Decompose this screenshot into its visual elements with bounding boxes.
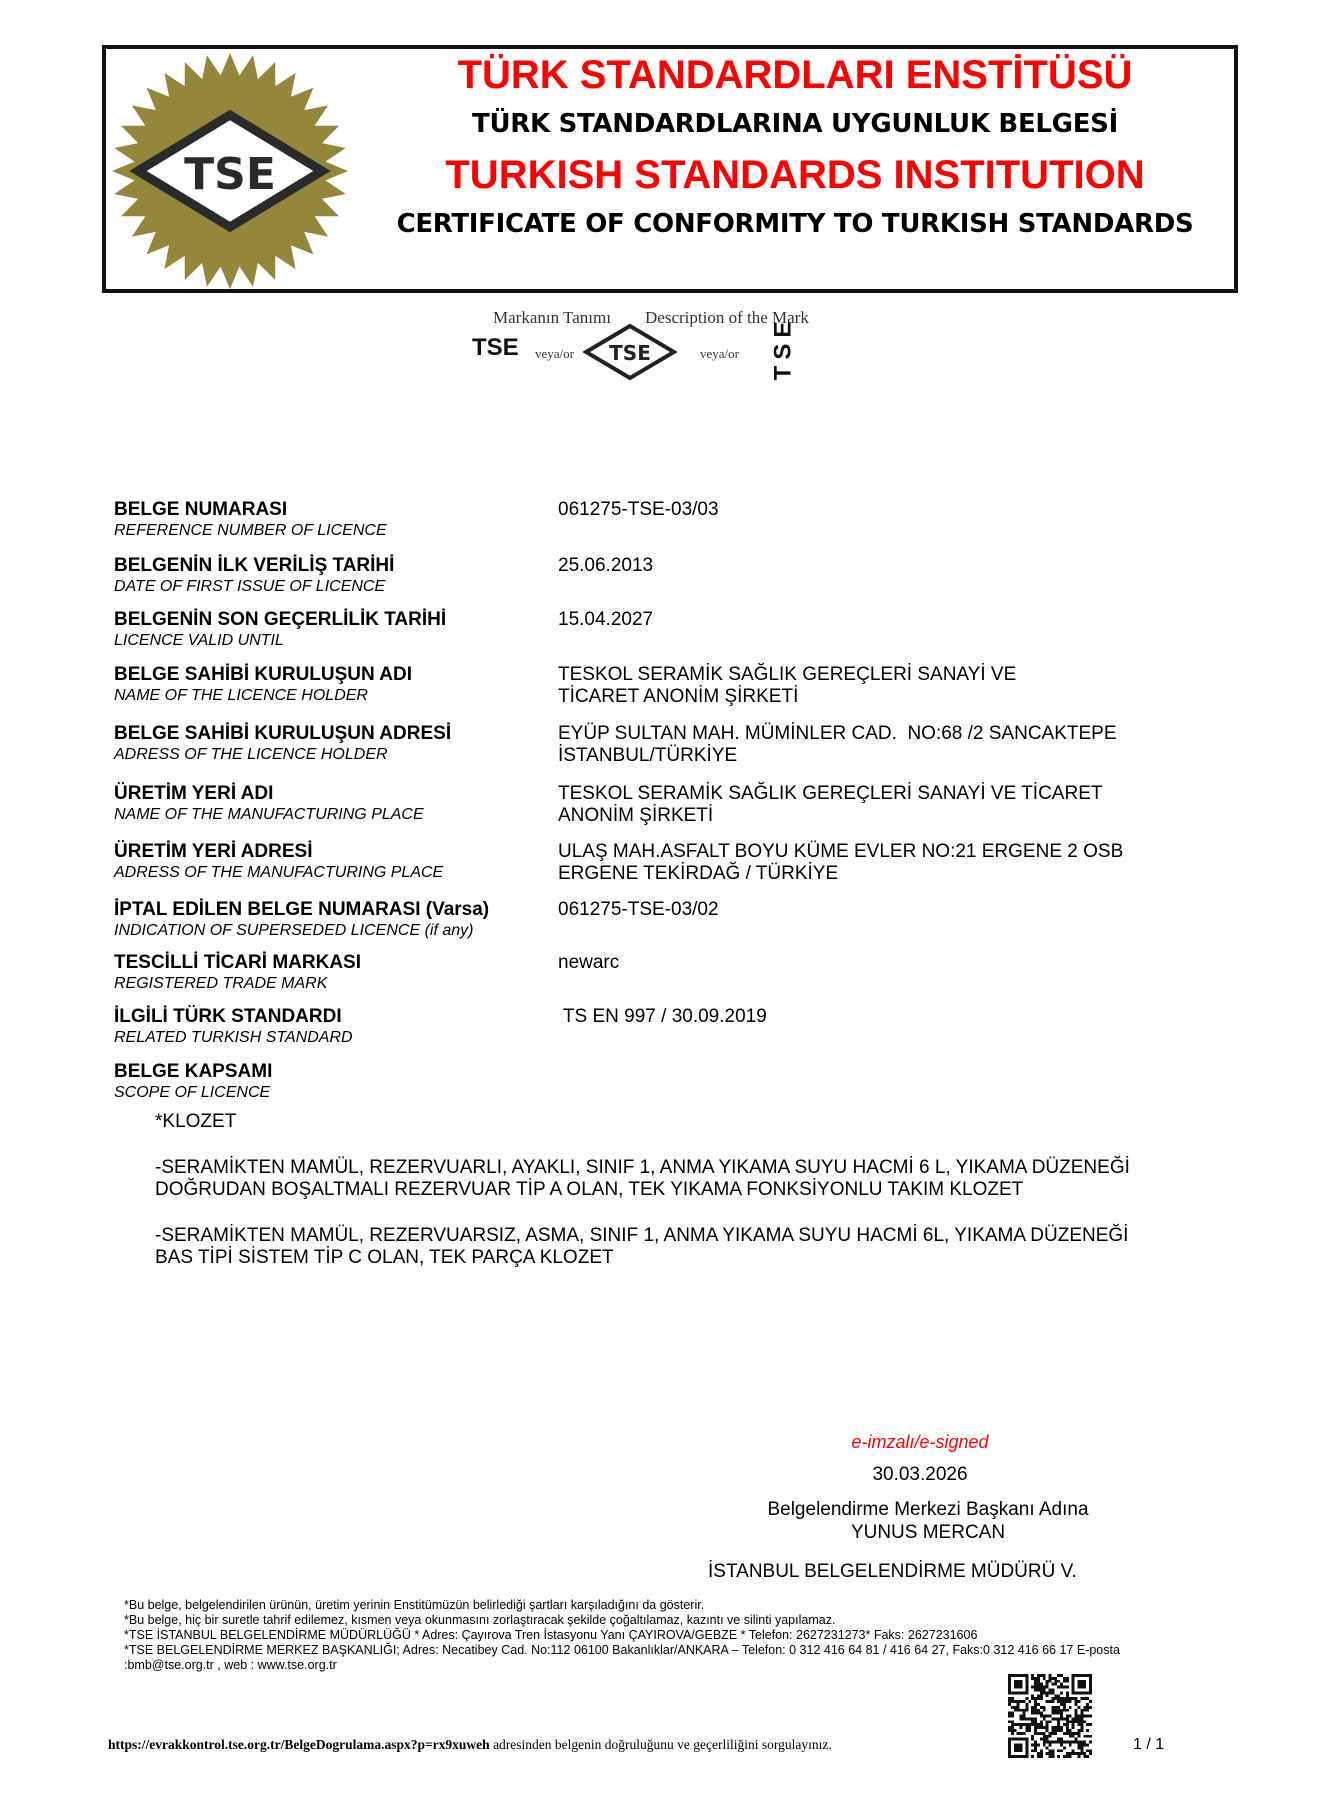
mark-variant-diamond: TSE [609,341,651,365]
mark-caption-tr: Markanın Tanımı [493,308,611,327]
field-label-en: LICENCE VALID UNTIL [114,632,284,649]
mark-variant-plain: TSE [472,334,519,361]
scope-item-2-line-2: BAS TİPİ SİSTEM TİP C OLAN, TEK PARÇA KLOZET [155,1247,614,1268]
field-label-tr: BELGE SAHİBİ KURULUŞUN ADI [114,664,413,685]
field-label-en: INDICATION OF SUPERSEDED LICENCE (if any) [114,922,474,939]
field-label-tr: ÜRETİM YERİ ADRESİ [114,841,313,862]
mark-variant-rotated [751,315,816,381]
field-value: 15.04.2027 [558,609,654,630]
field-label-en: NAME OF THE MANUFACTURING PLACE [114,806,424,823]
mark-caption-en: Description of the Mark [645,308,809,327]
signature-date: 30.03.2026 [872,1464,968,1485]
field-value: TESKOL SERAMİK SAĞLIK GEREÇLERİ SANAYİ VE [558,664,1017,685]
footer-note: *Bu belge, belgelendirilen ürünün, üretim yerinin Enstitümüzün belirlediği şartları karşıladığını da gösterir. [124,1598,705,1612]
mark-variant-rotated-text: TSE [769,315,797,381]
qr-code-icon[interactable] [1008,1674,1092,1758]
field-label-en: RELATED TURKISH STANDARD [114,1029,353,1046]
mark-or-2: veya/or [700,346,739,361]
field-label-tr: İPTAL EDİLEN BELGE NUMARASI (Varsa) [114,899,490,920]
field-label-tr: BELGE NUMARASI [114,499,288,520]
field-value: ULAŞ MAH.ASFALT BOYU KÜME EVLER NO:21 ERGENE 2 OSB [558,841,1124,862]
field-label-en: NAME OF THE LICENCE HOLDER [114,687,368,704]
field-label-en: ADRESS OF THE MANUFACTURING PLACE [114,864,444,881]
e-signed-label: e-imzalı/e-signed [851,1432,989,1452]
field-value: TESKOL SERAMİK SAĞLIK GEREÇLERİ SANAYİ VE TİCARET [558,783,1103,804]
footer-note: :bmb@tse.org.tr , web : www.tse.org.tr [124,1658,337,1672]
field-value: ANONİM ŞİRKETİ [558,805,714,826]
verification-link[interactable]: https://evrakkontrol.tse.org.tr/BelgeDogrulama.aspx?p=rx9xuweh [108,1737,490,1752]
scope-heading: *KLOZET [155,1111,237,1132]
field-value: EYÜP SULTAN MAH. MÜMİNLER CAD. NO:68 /2 SANCAKTEPE [558,723,1117,744]
scope-item-1-line-1: -SERAMİKTEN MAMÜL, REZERVUARLI, AYAKLI, SINIF 1, ANMA YIKAMA SUYU HACMİ 6 L, YIKAMA DÜZENEĞİ [155,1157,1130,1178]
field-label-en: SCOPE OF LICENCE [114,1084,271,1101]
page-number: 1 / 1 [1133,1736,1165,1753]
mark-description [455,305,815,385]
scope-item-1-line-2: DOĞRUDAN BOŞALTMALI REZERVUAR TİP A OLAN, TEK YIKAMA FONKSİYONLU TAKIM KLOZET [155,1179,1024,1200]
footer-note: *TSE BELGELENDİRME MERKEZ BAŞKANLIĞI; Adres: Necatibey Cad. No:112 06100 Bakanlıklar/ANKARA – Telefon: 0 312 416 64 81 / 416 64 27, Faks:0 312 416 66 17 E-posta [124,1643,1120,1657]
tse-seal-icon [110,51,350,291]
tse-diamond-mark-icon [583,323,677,381]
signatory-title: İSTANBUL BELGELENDİRME MÜDÜRÜ V. [708,1561,1077,1582]
field-value: 25.06.2013 [558,555,654,576]
title-en: TURKISH STANDARDS INSTITUTION [445,153,1145,197]
signatory-name: YUNUS MERCAN [850,1522,1006,1543]
field-label-en: DATE OF FIRST ISSUE OF LICENCE [114,578,386,595]
seal-text: TSE [184,149,276,200]
verification-line [108,1737,832,1753]
field-label-tr: TESCİLLİ TİCARİ MARKASI [114,952,361,973]
field-label-tr: ÜRETİM YERİ ADI [114,783,274,804]
field-label-tr: BELGENİN SON GEÇERLİLİK TARİHİ [114,609,447,630]
field-value: newarc [558,952,620,973]
certificate-header [102,45,1238,293]
field-label-en: REGISTERED TRADE MARK [114,975,328,992]
field-label-en: ADRESS OF THE LICENCE HOLDER [114,746,388,763]
field-value: TİCARET ANONİM ŞİRKETİ [558,686,799,707]
field-value: İSTANBUL/TÜRKİYE [558,745,738,766]
field-value: TS EN 997 / 30.09.2019 [558,1006,767,1027]
signature-on-behalf: Belgelendirme Merkezi Başkanı Adına [767,1499,1089,1520]
field-label-tr: BELGENİN İLK VERİLİŞ TARİHİ [114,555,395,576]
field-label-en: REFERENCE NUMBER OF LICENCE [114,522,387,539]
mark-or-1: veya/or [535,346,574,361]
footer-note: *Bu belge, hiç bir suretle tahrif edilemez, kısmen veya okunmasını zorlaştıracak şekilde çoğaltılamaz, kazıntı ve silinti yapılamaz. [124,1613,836,1627]
footer-note: *TSE İSTANBUL BELGELENDİRME MÜDÜRLÜĞÜ * Adres: Çayırova Tren İstasyonu Yanı ÇAYIROVA/GEBZE * Telefon: 2627231273* Faks: 2627231606 [124,1628,978,1642]
field-value: ERGENE TEKİRDAĞ / TÜRKİYE [558,863,839,884]
field-value: 061275-TSE-03/02 [558,899,719,920]
field-label-tr: BELGE SAHİBİ KURULUŞUN ADRESİ [114,723,452,744]
title-tr: TÜRK STANDARDLARI ENSTİTÜSÜ [457,53,1133,97]
verification-text: adresinden belgenin doğruluğunu ve geçerliliğini sorgulayınız. [489,1737,832,1752]
field-value: 061275-TSE-03/03 [558,499,719,520]
field-label-tr: İLGİLİ TÜRK STANDARDI [114,1006,342,1027]
subtitle-en: CERTIFICATE OF CONFORMITY TO TURKISH STANDARDS [396,209,1194,239]
scope-item-2-line-1: -SERAMİKTEN MAMÜL, REZERVUARSIZ, ASMA, SINIF 1, ANMA YIKAMA SUYU HACMİ 6L, YIKAMA DÜZENEĞİ [155,1225,1129,1246]
field-label-tr: BELGE KAPSAMI [114,1061,273,1082]
subtitle-tr: TÜRK STANDARDLARINA UYGUNLUK BELGESİ [472,109,1118,139]
